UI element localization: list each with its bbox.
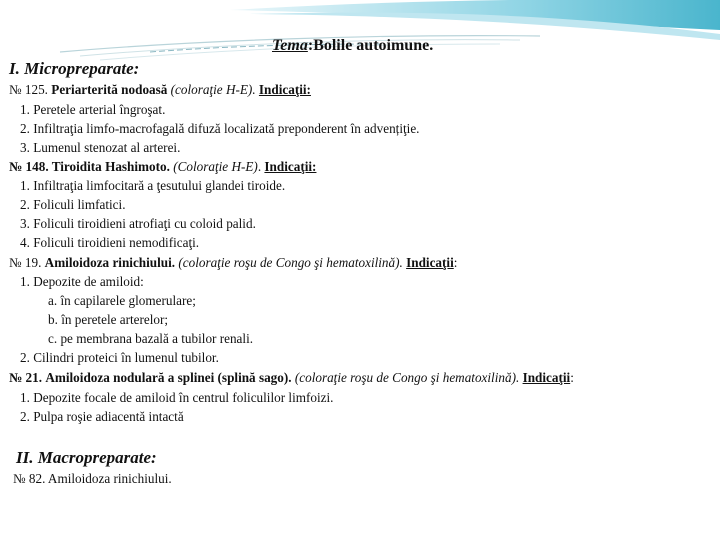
item-125-header: № 125. Periarterită nodoasă (coloraţie H-E). Indicaţii: bbox=[9, 82, 311, 97]
list-item: c. pe membrana bazală a tubilor renali. bbox=[48, 331, 254, 346]
section-micropreparations-heading: I. Micropreparate: bbox=[9, 59, 140, 78]
list-item: b. în peretele arterelor; bbox=[48, 312, 169, 327]
list-item: 2. Foliculi limfatici. bbox=[20, 197, 126, 212]
list-item: 3. Lumenul stenozat al arterei. bbox=[20, 140, 181, 155]
list-item: 2. Pulpa roşie adiacentă intactă bbox=[20, 409, 184, 424]
section-macropreparations-heading: II. Macropreparate: bbox=[16, 448, 157, 467]
item-148-header: № 148. Tiroidita Hashimoto. (Coloraţie H-E). Indicaţii: bbox=[9, 159, 317, 174]
list-item: 2. Infiltraţia limfo-macrofagală difuză localizată preponderent în advențiţie. bbox=[20, 121, 420, 136]
list-item: 1. Peretele arterial îngroşat. bbox=[20, 102, 166, 117]
list-item: 1. Infiltraţia limfocitară a ţesutului glandei tiroide. bbox=[20, 178, 286, 193]
item-21-header: № 21. Amiloidoza nodulară a splinei (splină sago). (coloraţie roşu de Congo şi hematoxilină). Indicaţii: bbox=[9, 370, 574, 385]
page-title: Tema:Bolile autoimune. bbox=[272, 37, 434, 54]
list-item: 4. Foliculi tiroidieni nemodificaţi. bbox=[20, 235, 200, 250]
list-item: 1. Depozite de amiloid: bbox=[20, 274, 144, 289]
macro-item-82: № 82. Amiloidoza rinichiului. bbox=[13, 471, 172, 486]
list-item: a. în capilarele glomerulare; bbox=[48, 293, 196, 308]
list-item: 2. Cilindri proteici în lumenul tubilor. bbox=[20, 350, 219, 365]
item-19-header: № 19. Amiloidoza rinichiului. (coloraţie roşu de Congo şi hematoxilină). Indicaţii: bbox=[9, 255, 458, 270]
list-item: 3. Foliculi tiroidieni atrofiaţi cu coloid palid. bbox=[20, 216, 256, 231]
list-item: 1. Depozite focale de amiloid în centrul foliculilor limfoizi. bbox=[20, 390, 334, 405]
